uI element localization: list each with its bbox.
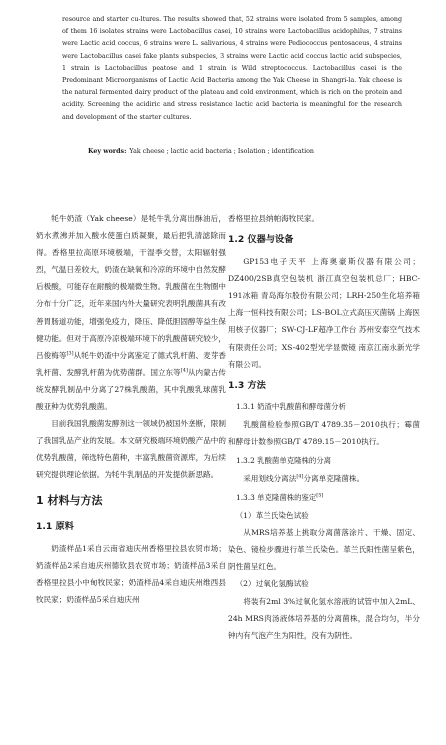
method-3-title: 1.3.3 单克隆菌株的鉴定 (236, 493, 317, 503)
method-2-text-b: 分离单克隆菌株。 (303, 473, 365, 483)
method-3-heading (228, 490, 420, 506)
intro-paragraph-2: 目前我国乳酸菌发酵剂这一领域仍被国外垄断，限制了我国乳品产业的发展。本文研究极端环境奶酸产品中的优势乳酸菌，筛选特色菌种，丰富乳酸菌资源库，为后续研究提供理论依据。为牦牛乳制品的开发提供新思路。 (36, 419, 226, 480)
materials-paragraph: 奶渣样品1采自云南省迪庆州香格里拉县农贸市场；奶渣样品2采自迪庆州德钦县农贸市场；奶渣样品3采自香格里拉县小中甸牧民家；奶渣样品4采自迪庆州维西县牧民家；奶渣样品5采自迪庆州 (36, 543, 226, 604)
intro-text-a: 牦牛奶渣（Yak cheese）是牦牛乳分离出酥油后，奶水煮沸并加入酸水使蛋白质凝聚，最后把乳清滤除而得。香格里拉高原环境极端，干湿季交替，太阳辐射强烈，气温日差较大，奶渣在缺氧和冷凉的环境中自然发酵后极酸，可能存在耐酸的极端微生物。乳酸菌在生物圈中分布十分广泛，近年来国内外大量研究表明乳酸菌具有改善胃肠道功能，增强免疫力，降压、降低胆固醇等益生保健功能。但对于高原冷凉极端环境下的乳酸菌研究较少，吕俊梅等 (36, 214, 226, 360)
citation-m2: [4] (296, 473, 304, 480)
left-column (36, 210, 226, 608)
section-1-1-heading: 1.1 原料 (36, 520, 74, 532)
gram-stain-text: 从MRS培养基上挑取分离菌落涂片、干燥、固定、染色、镜检步骤进行革兰氏染色。革兰氏阳性菌呈紫色，阴性菌呈红色。 (228, 528, 420, 572)
method-2-heading: 1.3.2 乳酸菌单克隆株的分离 (236, 455, 332, 465)
section-1-3-heading: 1.3 方法 (228, 379, 266, 391)
section-1-heading: 1 材料与方法 (36, 493, 103, 507)
keywords-line (88, 147, 314, 157)
citation-4: [4] (180, 367, 188, 374)
method-2-text (228, 470, 420, 487)
citation-m3: [5] (316, 492, 324, 499)
intro-text-c: 从内蒙古传统发酵乳制品中分离了27株乳酸菌，其中乳酸乳球菌乳酸亚种为优势乳酸菌。 (36, 367, 227, 412)
method-1-heading: 1.3.1 奶渣中乳酸菌和酵母菌分析 (236, 401, 346, 411)
keywords-text: Yak cheese ; lactic acid bacteria ; Isolation ; identification (129, 148, 314, 155)
right-column (228, 210, 420, 644)
intro-paragraph-1 (36, 210, 226, 415)
catalase-subheading: （2）过氧化氢酶试验 (235, 579, 309, 589)
abstract-paragraph: resource and starter cu-ltures. The results showed that, 52 strains were isolated from 5 samples, among of them 16 isolates strains were Lactobacillus casei, 10 strains were Lactobacillus acidophilus, 7 strains were Lactic acid coccus, 6 strains were L. salivarious, 4 strains were Pediococcus pentosaceus, 4 strains were Lactobacillus casei fake plants subspecies, 3 strains were Lactic acid coccus lactic acid subspecies, 1 strain is Lactobacillus peatose and 1 strain is Wild streptococcus. Lactobacillus casei is the Predominant Microorganisms of Lactic Acid Bacteria among the Yak Cheese in Shangri-la. Yak cheese is the natural fermented dairy product of the plateau and cold environment, which is rich on the protein and acidity. Screening the acidiric and stress resistance lactic acid bacteria is meaningful for the research and development of the starter cultures. (62, 16, 403, 121)
method-2-text-a: 采用划线分离法 (243, 473, 297, 483)
catalase-text: 将装有2ml 3%过氧化氢水溶液的试管中加入2mL、24h MRS肉汤液体培养基的分离菌株，混合均匀，半分钟内有气泡产生为阳性，没有为阴性。 (228, 596, 420, 640)
equipment-paragraph: GP153电子天平 上海奥豪斯仪器有限公司；DZ400/2SB真空包装机 浙江真空包装机总厂；HBC-191冰箱 青岛海尔股份有限公司；LRH-250生化培养箱 上海一恒科技有限公司；LS-BOL立式高压灭菌锅 上海医用核子仪器厂；SW-CJ-LF超净工作台 苏州安泰空气技术有限责任公司；XS-402型光学显微镜 南京江南永新光学有限公司。 (228, 257, 420, 369)
materials-continuation: 香格里拉县纳帕海牧民家。 (228, 214, 320, 223)
section-1-2-heading: 1.2 仪器与设备 (228, 234, 294, 246)
intro-text-b: 从牦牛奶渣中分离鉴定了德式乳杆菌、麦芽香乳杆菌、发酵乳杆菌为优势菌群。国立东等 (36, 350, 226, 377)
keywords-label: Key words: (88, 148, 127, 155)
citation-3: [3] (66, 350, 74, 357)
abstract-block (62, 14, 402, 124)
method-1-text: 乳酸菌检验参照GB/T 4789.35－2010执行；霉菌和酵母计数参照GB/T 4789.15－2010执行。 (228, 419, 420, 446)
gram-stain-subheading: （1）革兰氏染色试验 (235, 511, 309, 521)
